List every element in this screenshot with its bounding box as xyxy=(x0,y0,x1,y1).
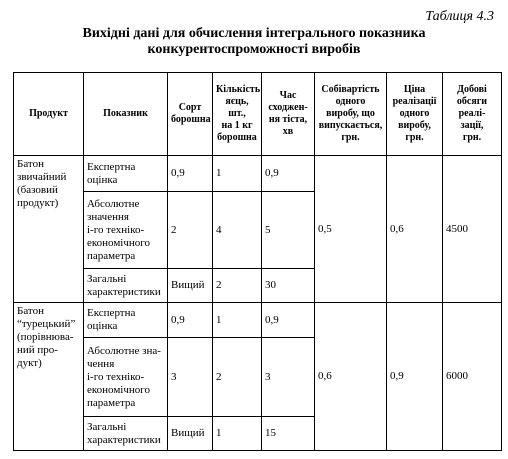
cell-text-line: Батон xyxy=(17,305,44,317)
cell-text-line: Батон xyxy=(17,158,44,170)
cell-text-line: яєць, xyxy=(225,96,249,107)
indicator-cell xyxy=(84,192,168,269)
cell-text-line: обсяги xyxy=(456,96,488,107)
cell-text-line: Собівартість xyxy=(321,84,380,95)
cell-text-line: значення xyxy=(87,210,129,223)
indicator-cell xyxy=(84,269,168,303)
cell-text-line: реалі- xyxy=(458,108,486,119)
cell-text-line: оцінка xyxy=(87,173,118,186)
cell-text-line: звичайний xyxy=(17,171,67,183)
title-line-2: конкурентоспроможності виробів xyxy=(147,42,361,57)
indicator-cell xyxy=(84,156,168,192)
eggs-cell: 1 xyxy=(213,417,262,451)
cell-text-line: Загальні xyxy=(87,272,127,285)
cell-text-line: Ціна xyxy=(403,84,426,95)
header-row xyxy=(14,73,502,156)
cell-text-line: економічного xyxy=(87,383,151,396)
grade-cell: 3 xyxy=(168,338,213,417)
cell-text-line: випускається, xyxy=(318,120,383,131)
cost-cell: 0,5 xyxy=(315,156,387,303)
cell-text-line: Експертна xyxy=(87,307,136,319)
cell-text-line: шт., xyxy=(228,108,246,119)
cell-text-line: виробу, що xyxy=(326,108,375,119)
cell-text-line: Сорт xyxy=(178,102,202,113)
product-name-cell xyxy=(14,303,84,451)
cell-text-line: ня тіста, xyxy=(268,114,308,125)
header-time xyxy=(262,73,315,156)
time-cell: 0,9 xyxy=(262,156,315,192)
cell-text-line: Експертна xyxy=(87,160,136,173)
cell-text-line: Абсолютне xyxy=(87,197,140,210)
eggs-cell: 1 xyxy=(213,303,262,338)
product-name-cell xyxy=(14,156,84,303)
cell-text-line: ний про- xyxy=(17,344,58,356)
cell-text-line: i-го техніко- xyxy=(87,223,145,236)
cell-text-line: Загальні xyxy=(87,420,127,433)
cell-text-line: борошна xyxy=(217,132,257,143)
cell-text-line: “турецький” xyxy=(17,318,76,330)
indicator-cell xyxy=(84,338,168,417)
eggs-cell: 4 xyxy=(213,192,262,269)
cost-cell: 0,6 xyxy=(315,303,387,451)
cell-text-line: характеристики xyxy=(87,285,161,298)
eggs-cell: 2 xyxy=(213,269,262,303)
cell-text-line: грн. xyxy=(462,132,482,143)
cell-text-line: сходжен- xyxy=(268,102,308,113)
cell-text-line: реалізації xyxy=(392,96,437,107)
volume-cell: 4500 xyxy=(443,156,502,303)
indicator-cell xyxy=(84,417,168,451)
table-row xyxy=(14,303,502,338)
cell-text-line: (порівнюва- xyxy=(17,331,74,343)
table-title xyxy=(0,26,508,58)
grade-cell: 0,9 xyxy=(168,156,213,192)
cell-text-line: чення xyxy=(87,357,115,370)
cell-text-line: дукт) xyxy=(17,357,42,369)
cell-text-line: оцінка xyxy=(87,320,118,332)
cell-text-line: грн. xyxy=(405,132,424,143)
cell-text-line: Кількість xyxy=(216,84,261,95)
header-volume xyxy=(443,73,502,156)
cell-text-line: (базовий xyxy=(17,184,58,196)
cell-text-line: грн. xyxy=(341,132,360,143)
table-row xyxy=(14,156,502,192)
grade-cell: Вищий xyxy=(168,269,213,303)
eggs-cell: 1 xyxy=(213,156,262,192)
header-indicator: Показник xyxy=(84,73,168,156)
header-eggs xyxy=(213,73,262,156)
cell-text-line: борошна xyxy=(171,114,211,125)
eggs-cell: 2 xyxy=(213,338,262,417)
cell-text-line: хв xyxy=(282,126,294,137)
header-product: Продукт xyxy=(14,73,84,156)
time-cell: 30 xyxy=(262,269,315,303)
cell-text-line: Час xyxy=(279,90,297,101)
cell-text-line: одного xyxy=(335,96,366,107)
cell-text-line: на 1 кг xyxy=(221,120,253,131)
time-cell: 0,9 xyxy=(262,303,315,338)
cell-text-line: i-го техніко- xyxy=(87,370,145,383)
header-grade xyxy=(168,73,213,156)
time-cell: 3 xyxy=(262,338,315,417)
grade-cell: 2 xyxy=(168,192,213,269)
grade-cell: 0,9 xyxy=(168,303,213,338)
time-cell: 5 xyxy=(262,192,315,269)
price-cell: 0,9 xyxy=(387,303,443,451)
cell-text-line: зації, xyxy=(460,120,484,131)
cell-text-line: виробу, xyxy=(398,120,431,131)
header-price xyxy=(387,73,443,156)
table-caption: Таблиця 4.3 xyxy=(425,9,494,24)
header-cost xyxy=(315,73,387,156)
cell-text-line: економічного xyxy=(87,236,151,249)
cell-text-line: параметра xyxy=(87,249,136,262)
grade-cell: Вищий xyxy=(168,417,213,451)
cell-text-line: продукт) xyxy=(17,197,59,209)
cell-text-line: Абсолютне зна- xyxy=(87,344,161,357)
volume-cell: 6000 xyxy=(443,303,502,451)
title-line-1: Вихідні дані для обчислення інтегрального показника xyxy=(82,26,426,41)
cell-text-line: параметра xyxy=(87,396,136,409)
data-table xyxy=(13,72,502,451)
price-cell: 0,6 xyxy=(387,156,443,303)
indicator-cell xyxy=(84,303,168,338)
time-cell: 15 xyxy=(262,417,315,451)
cell-text-line: Добові xyxy=(457,84,487,95)
cell-text-line: характеристики xyxy=(87,433,161,446)
cell-text-line: одного xyxy=(399,108,430,119)
